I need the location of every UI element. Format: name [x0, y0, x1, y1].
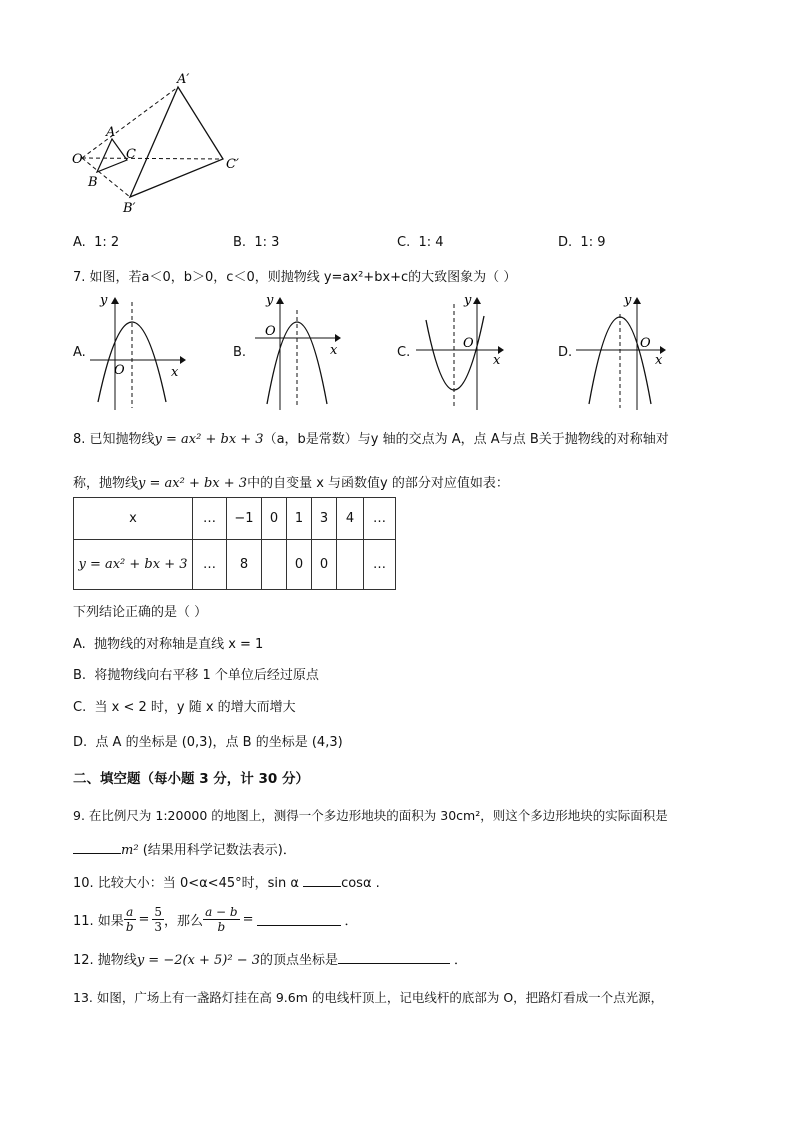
- q7-graph-a-letter: A.: [73, 345, 86, 360]
- q8-option-d: D. 点 A 的坐标是 (0,3)，点 B 的坐标是 (4,3): [73, 735, 343, 750]
- label-b-prime: B′: [123, 201, 136, 216]
- q7-graph-c-letter: C.: [397, 345, 411, 360]
- q7-graph-c: [412, 292, 512, 412]
- table-row: [74, 540, 396, 590]
- table-cell: −1: [227, 498, 262, 540]
- q7-graph-b: [250, 292, 350, 412]
- q7c-origin-label: O: [463, 336, 474, 351]
- q11-frac-a-b: $\frac{a}{b}$: [125, 904, 134, 934]
- table-cell: x: [74, 498, 193, 540]
- label-c-prime: C′: [226, 157, 239, 172]
- table-cell: …: [193, 498, 227, 540]
- q6-option-d: D. 1: 9: [558, 235, 606, 250]
- q8-prompt: 下列结论正确的是（ ）: [73, 605, 208, 620]
- q8-option-c: C. 当 x < 2 时，y 随 x 的增大而增大: [73, 700, 296, 715]
- q8-option-b: B. 将抛物线向右平移 1 个单位后经过原点: [73, 668, 319, 683]
- label-b: B: [88, 175, 98, 190]
- q7b-origin-label: O: [265, 324, 276, 339]
- q7d-y-label: y: [624, 293, 632, 308]
- table-cell: 0: [312, 540, 337, 590]
- table-cell: 1: [287, 498, 312, 540]
- q11-line: 11. 如果 $\frac{a}{b}$ = $\frac{5}{3}$ ，那么 $\frac{a - b}{b}$ = ．: [73, 904, 358, 934]
- q7a-x-label: x: [171, 365, 179, 380]
- table-cell: …: [364, 498, 396, 540]
- q7d-origin-label: O: [640, 336, 651, 351]
- q9-line1: 9. 在比例尺为 1:20000 的地图上，测得一个多边形地块的面积为 30cm²，则这个多边形地块的实际面积是: [73, 808, 668, 823]
- table-row: [74, 498, 396, 540]
- q10-answer-blank[interactable]: [303, 874, 341, 887]
- table-cell: 0: [262, 498, 287, 540]
- q13-line: 13. 如图，广场上有一盏路灯挂在高 9.6m 的电线杆顶上，记电线杆的底部为 O，把路灯看成一个点光源，: [73, 990, 664, 1005]
- q11-frac-amb-b: $\frac{a - b}{b}$: [205, 904, 238, 934]
- q6-option-c: C. 1: 4: [397, 235, 444, 250]
- q7-stem: 7. 如图，若a＜0，b＞0，c＜0，则抛物线 y=ax²+bx+c的大致图象为（ ）: [73, 270, 517, 285]
- q8-value-table: [73, 497, 396, 590]
- q11-answer-blank[interactable]: [257, 913, 341, 926]
- q6-option-b: B. 1: 3: [233, 235, 280, 250]
- table-cell: y = ax² + bx + 3: [74, 540, 193, 590]
- q7c-y-label: y: [464, 293, 472, 308]
- table-cell: 3: [312, 498, 337, 540]
- label-a: A: [106, 125, 116, 140]
- q8-formula-2: y = ax² + bx + 3: [138, 476, 248, 491]
- table-cell: 8: [227, 540, 262, 590]
- q10-line: 10. 比较大小：当 0<α<45°时，sin α cosα .: [73, 876, 380, 891]
- label-a-prime: A′: [177, 72, 190, 87]
- q12-formula: y = −2(x + 5)² − 3: [136, 953, 261, 968]
- q9-answer-blank[interactable]: [73, 841, 121, 854]
- table-cell: [337, 540, 364, 590]
- label-c: C: [126, 147, 136, 162]
- label-o: O: [72, 152, 83, 167]
- table-cell: …: [364, 540, 396, 590]
- q12-line: 12. 抛物线y = −2(x + 5)² − 3的顶点坐标是 ．: [73, 953, 468, 968]
- q8-line2: 称，抛物线y = ax² + bx + 3中的自变量 x 与函数值y 的部分对应值如表：: [73, 476, 509, 491]
- q7-graph-b-letter: B.: [233, 345, 247, 360]
- q8-line1: 8. 已知抛物线y = ax² + bx + 3（a，b是常数）与y 轴的交点为 A，点 A与点 B关于抛物线的对称轴对: [73, 432, 669, 447]
- q9-line2: m² (结果用科学记数法表示)．: [73, 839, 296, 858]
- q7-graph-a: [88, 292, 188, 412]
- section-heading: 二、填空题（每小题 3 分，计 30 分）: [73, 771, 309, 787]
- q8-option-a: A. 抛物线的对称轴是直线 x = 1: [73, 637, 264, 652]
- q11-frac-5-3: $\frac{5}{3}$: [154, 904, 163, 934]
- q8-formula-1: y = ax² + bx + 3: [154, 432, 264, 447]
- table-cell: 4: [337, 498, 364, 540]
- table-cell: 0: [287, 540, 312, 590]
- q12-answer-blank[interactable]: [338, 951, 450, 964]
- q7a-y-label: y: [100, 293, 108, 308]
- q7d-x-label: x: [655, 353, 663, 368]
- homothety-figure: [60, 62, 260, 222]
- q6-option-a: A. 1: 2: [73, 235, 120, 250]
- q7c-x-label: x: [493, 353, 501, 368]
- q7b-x-label: x: [330, 343, 338, 358]
- q7a-origin-label: O: [114, 363, 125, 378]
- q7-graph-d: [572, 292, 672, 412]
- table-cell: …: [193, 540, 227, 590]
- table-cell: [262, 540, 287, 590]
- q7-graph-d-letter: D.: [558, 345, 573, 360]
- q7b-y-label: y: [266, 293, 274, 308]
